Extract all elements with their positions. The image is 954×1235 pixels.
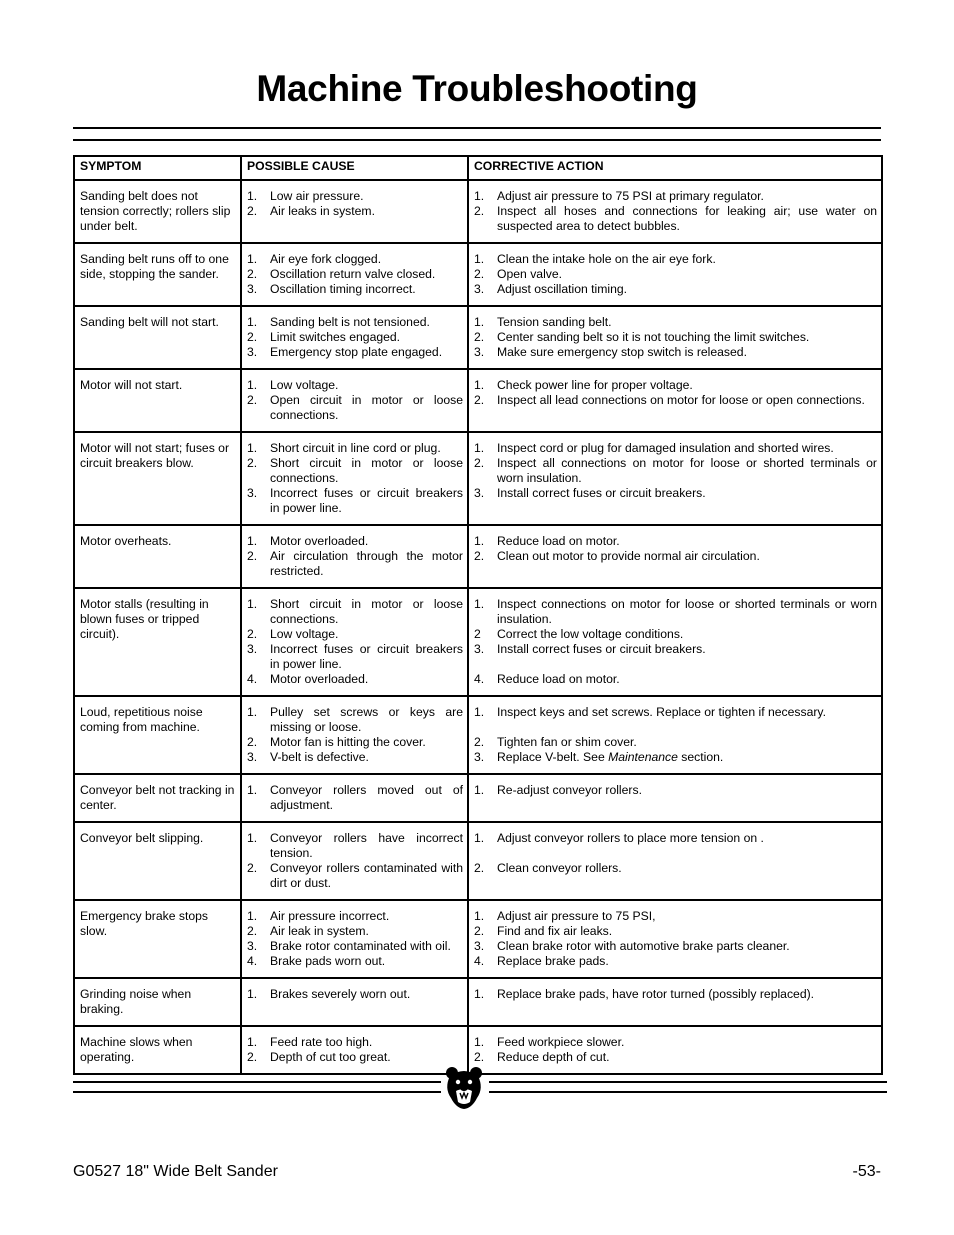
list-item-text: Oscillation return valve closed. [270, 267, 436, 281]
list-item [247, 642, 463, 672]
header-corrective-action: CORRECTIVE ACTION [468, 156, 882, 180]
table-header-row [74, 156, 882, 180]
list-item-text: Brake pads worn out. [270, 954, 386, 968]
list-item-text: Low air pressure. [270, 189, 364, 203]
corrective-action-cell [468, 822, 882, 900]
list-item-text: Incorrect fuses or circuit breakers in power line. [270, 642, 463, 671]
list-item-text: Inspect keys and set screws. Replace or tighten if necessary. [497, 705, 826, 719]
list-item [474, 534, 877, 549]
symptom-cell: Machine slows when operating. [74, 1026, 241, 1074]
list-item-number: 1. [247, 987, 258, 1001]
list-item [247, 954, 463, 969]
list-item-number: 1. [474, 441, 485, 455]
list-item-number: 2. [474, 735, 485, 749]
list-item [474, 549, 877, 564]
list-item-text: Correct the low voltage conditions. [497, 627, 684, 641]
corrective-action-cell [468, 774, 882, 822]
table-row [74, 525, 882, 588]
list-item-text: Reduce load on motor. [497, 672, 620, 686]
possible-cause-cell [241, 696, 468, 774]
symptom-cell: Sanding belt will not start. [74, 306, 241, 369]
list-item [474, 204, 877, 234]
list-item-text: Short circuit in line cord or plug. [270, 441, 441, 455]
table-row [74, 978, 882, 1026]
list-item [474, 315, 877, 330]
list-item-number: 2. [474, 456, 485, 470]
list-item [247, 861, 463, 891]
list-item [474, 1050, 877, 1065]
symptom-cell: Emergency brake stops slow. [74, 900, 241, 978]
list-item-number: 2. [247, 204, 258, 218]
list-item [247, 1035, 463, 1050]
list-item-number: 2. [247, 924, 258, 938]
table-row [74, 243, 882, 306]
list-item-text: Short circuit in motor or loose connections. [270, 456, 463, 485]
symptom-cell: Motor stalls (resulting in blown fuses or tripped circuit). [74, 588, 241, 696]
list-item [474, 924, 877, 939]
list-item-number: 3. [474, 642, 485, 656]
possible-cause-cell [241, 774, 468, 822]
list-item-text: Low voltage. [270, 378, 339, 392]
symptom-cell: Motor will not start. [74, 369, 241, 432]
list-item [247, 705, 463, 735]
list-item-text: Air eye fork clogged. [270, 252, 382, 266]
corrective-action-cell [468, 369, 882, 432]
list-item-number: 1. [474, 315, 485, 329]
list-item-number: 2. [474, 861, 485, 875]
list-item-text: Adjust air pressure to 75 PSI, [497, 909, 656, 923]
list-item [474, 378, 877, 393]
list-item [474, 750, 877, 765]
list-item-text: Oscillation timing incorrect. [270, 282, 416, 296]
list-item-text: Air leaks in system. [270, 204, 375, 218]
table-body [74, 180, 882, 1074]
table-row [74, 822, 882, 900]
possible-cause-cell [241, 588, 468, 696]
list-item-number: 1. [474, 534, 485, 548]
list-item-text: Brake rotor contaminated with oil. [270, 939, 451, 953]
list-item-number: 4. [247, 672, 258, 686]
list-item-number: 2. [474, 393, 485, 407]
list-item-number: 1. [247, 831, 258, 845]
list-item-text: Sanding belt is not tensioned. [270, 315, 430, 329]
list-item-number: 1. [474, 705, 485, 719]
footer-rule-right-bottom [489, 1091, 887, 1093]
list-item [247, 456, 463, 486]
list-item [474, 267, 877, 282]
list-item [247, 987, 463, 1002]
list-item [474, 189, 877, 204]
possible-cause-cell [241, 369, 468, 432]
list-item [474, 441, 877, 456]
list-item [247, 939, 463, 954]
table-row [74, 900, 882, 978]
symptom-cell: Sanding belt runs off to one side, stopping the sander. [74, 243, 241, 306]
list-item [474, 939, 877, 954]
list-item [247, 831, 463, 861]
list-item-number: 3. [247, 282, 258, 296]
symptom-cell: Loud, repetitious noise coming from machine. [74, 696, 241, 774]
list-item [474, 393, 877, 408]
footer-model: G0527 18" Wide Belt Sander [73, 1163, 278, 1180]
list-item [474, 345, 877, 360]
list-item-text: Air leak in system. [270, 924, 369, 938]
list-item-number: 1. [247, 597, 258, 611]
list-item-text: Clean out motor to provide normal air circulation. [497, 549, 760, 563]
list-item [474, 456, 877, 486]
list-item-number: 1. [247, 783, 258, 797]
list-item-number: 1. [474, 987, 485, 1001]
list-item [247, 345, 463, 360]
possible-cause-cell [241, 978, 468, 1026]
list-item [474, 627, 877, 642]
list-item [247, 783, 463, 813]
list-item-number: 2. [247, 393, 258, 407]
list-item-number: 2. [247, 330, 258, 344]
list-item-number: 2. [474, 204, 485, 218]
symptom-cell: Motor overheats. [74, 525, 241, 588]
possible-cause-cell [241, 822, 468, 900]
list-item [474, 597, 877, 627]
list-item-number: 1. [474, 189, 485, 203]
list-item-text: Feed rate too high. [270, 1035, 373, 1049]
list-item-text: Reduce depth of cut. [497, 1050, 610, 1064]
list-item-number: 2. [474, 1050, 485, 1064]
list-item-number: 2. [247, 735, 258, 749]
corrective-action-cell [468, 525, 882, 588]
list-item-number: 1. [474, 909, 485, 923]
table-row [74, 306, 882, 369]
list-item-text: Air pressure incorrect. [270, 909, 390, 923]
list-item [247, 924, 463, 939]
list-item [247, 393, 463, 423]
list-item-number: 3. [247, 750, 258, 764]
list-item-text: V-belt is defective. [270, 750, 369, 764]
list-item-text: Clean conveyor rollers. [497, 861, 622, 875]
corrective-action-cell [468, 588, 882, 696]
list-item-number: 1. [474, 252, 485, 266]
list-item-text: Inspect all connections on motor for loose or shorted terminals or worn insulation. [497, 456, 877, 485]
list-item [474, 486, 877, 501]
header-possible-cause: POSSIBLE CAUSE [241, 156, 468, 180]
list-spacer [474, 720, 877, 735]
list-item-number: 4. [474, 672, 485, 686]
footer-page-number: -53- [852, 1163, 881, 1180]
list-item-text: Emergency stop plate engaged. [270, 345, 443, 359]
list-item-number: 4. [474, 954, 485, 968]
list-item-text: Air circulation through the motor restricted. [270, 549, 463, 578]
list-item [474, 861, 877, 876]
list-item [247, 627, 463, 642]
symptom-cell: Sanding belt does not tension correctly; rollers slip under belt. [74, 180, 241, 243]
list-item-number: 3. [474, 282, 485, 296]
possible-cause-cell [241, 525, 468, 588]
list-item-text: Inspect all lead connections on motor for loose or open connections. [497, 393, 865, 407]
list-item-text: Reduce load on motor. [497, 534, 620, 548]
corrective-action-cell [468, 243, 882, 306]
list-item [474, 954, 877, 969]
list-item-text: Conveyor rollers moved out of adjustment. [270, 783, 463, 812]
list-item-text: Center sanding belt so it is not touching the limit switches. [497, 330, 810, 344]
list-item-number: 1. [247, 189, 258, 203]
possible-cause-cell [241, 180, 468, 243]
list-item-text: Re-adjust conveyor rollers. [497, 783, 642, 797]
list-item [247, 534, 463, 549]
list-item-text: Depth of cut too great. [270, 1050, 391, 1064]
list-item [247, 330, 463, 345]
list-item [474, 987, 877, 1002]
table-row [74, 774, 882, 822]
symptom-cell: Conveyor belt not tracking in center. [74, 774, 241, 822]
list-item-text: Motor overloaded. [270, 534, 369, 548]
footer-rule-left-top [73, 1081, 441, 1083]
corrective-action-cell [468, 432, 882, 525]
footer-rule-right-top [489, 1081, 887, 1083]
list-item-number: 2. [247, 627, 258, 641]
list-item [247, 1050, 463, 1065]
list-item-number: 2 [474, 627, 481, 641]
list-spacer [474, 846, 877, 861]
list-item-number: 2. [474, 549, 485, 563]
list-item-number: 2. [247, 456, 258, 470]
list-item-number: 3. [247, 345, 258, 359]
title-rule-top [73, 127, 881, 129]
list-item-number: 2. [247, 549, 258, 563]
list-item-text: Inspect all hoses and connections for leaking air; use water on suspected area to detect bubbles. [497, 204, 877, 233]
list-item [247, 282, 463, 297]
list-item [474, 909, 877, 924]
list-item [247, 750, 463, 765]
list-item-text: Check power line for proper voltage. [497, 378, 693, 392]
list-item-text: Conveyor rollers have incorrect tension. [270, 831, 463, 860]
list-item-text: Motor overloaded. [270, 672, 369, 686]
corrective-action-cell [468, 1026, 882, 1074]
list-item-text: Pulley set screws or keys are missing or loose. [270, 705, 463, 734]
list-item-number: 1. [247, 252, 258, 266]
list-item-text: Inspect cord or plug for damaged insulation and shorted wires. [497, 441, 834, 455]
list-item-number: 4. [247, 954, 258, 968]
list-item-text: Conveyor rollers contaminated with dirt or dust. [270, 861, 463, 890]
list-item-number: 3. [247, 939, 258, 953]
list-item-text: Open valve. [497, 267, 563, 281]
list-item-text: Limit switches engaged. [270, 330, 401, 344]
list-item [247, 909, 463, 924]
list-item-number: 1. [474, 783, 485, 797]
list-item-number: 1. [247, 909, 258, 923]
list-item-number: 3. [474, 939, 485, 953]
list-item [474, 282, 877, 297]
possible-cause-cell [241, 306, 468, 369]
list-item-text: Replace brake pads. [497, 954, 609, 968]
possible-cause-cell [241, 1026, 468, 1074]
list-item-number: 1. [474, 1035, 485, 1049]
list-item-number: 1. [474, 378, 485, 392]
list-item-text: Make sure emergency stop switch is released. [497, 345, 747, 359]
list-item-number: 1. [247, 534, 258, 548]
list-item-text: Adjust air pressure to 75 PSI at primary regulator. [497, 189, 764, 203]
list-item [474, 735, 877, 750]
table-row [74, 369, 882, 432]
list-item [247, 267, 463, 282]
list-item [247, 441, 463, 456]
list-item-number: 2. [247, 861, 258, 875]
list-item-text: Incorrect fuses or circuit breakers in power line. [270, 486, 463, 515]
list-item [247, 672, 463, 687]
list-item [474, 1035, 877, 1050]
symptom-cell: Grinding noise when braking. [74, 978, 241, 1026]
list-item-number: 1. [247, 315, 258, 329]
corrective-action-cell [468, 180, 882, 243]
list-item-text: Clean the intake hole on the air eye fork. [497, 252, 716, 266]
list-item-number: 1. [247, 378, 258, 392]
list-item-number: 2. [474, 267, 485, 281]
list-item-text: Find and fix air leaks. [497, 924, 613, 938]
symptom-cell: Motor will not start; fuses or circuit breakers blow. [74, 432, 241, 525]
list-item-text: Open circuit in motor or loose connections. [270, 393, 463, 422]
title-rule-bottom [73, 139, 881, 141]
list-item [247, 378, 463, 393]
list-item [474, 672, 877, 687]
list-item-text: Low voltage. [270, 627, 339, 641]
list-item-number: 3. [474, 345, 485, 359]
table-row [74, 432, 882, 525]
list-item-text: Install correct fuses or circuit breakers. [497, 486, 706, 500]
corrective-action-cell [468, 900, 882, 978]
list-item [474, 642, 877, 657]
possible-cause-cell [241, 432, 468, 525]
list-item-text: Inspect connections on motor for loose or shorted terminals or worn insulation. [497, 597, 877, 626]
list-item [474, 252, 877, 267]
list-item-number: 2. [247, 1050, 258, 1064]
list-item-text: Feed workpiece slower. [497, 1035, 625, 1049]
list-item [247, 252, 463, 267]
list-item-number: 1. [247, 441, 258, 455]
list-item-text: Tension sanding belt. [497, 315, 612, 329]
table-row [74, 180, 882, 243]
page-title: Machine Troubleshooting [256, 68, 698, 109]
list-item-text: Clean brake rotor with automotive brake parts cleaner. [497, 939, 790, 953]
list-item-text: Tighten fan or shim cover. [497, 735, 637, 749]
list-item-number: 1. [247, 1035, 258, 1049]
list-item-text: Install correct fuses or circuit breakers. [497, 642, 706, 656]
list-item-text: Motor fan is hitting the cover. [270, 735, 426, 749]
list-item [247, 189, 463, 204]
list-item [247, 315, 463, 330]
list-item [247, 597, 463, 627]
possible-cause-cell [241, 900, 468, 978]
list-item [247, 735, 463, 750]
symptom-cell: Conveyor belt slipping. [74, 822, 241, 900]
troubleshooting-table [73, 155, 883, 1075]
bear-head-icon [444, 1064, 484, 1110]
table-row [74, 696, 882, 774]
list-item-number: 2. [474, 924, 485, 938]
list-item-number: 1. [474, 831, 485, 845]
list-item [247, 549, 463, 579]
list-item [247, 486, 463, 516]
table-row [74, 588, 882, 696]
footer-rule-left-bottom [73, 1091, 441, 1093]
list-item-number: 2. [474, 330, 485, 344]
list-item-number: 2. [247, 267, 258, 281]
list-item-number: 3. [474, 486, 485, 500]
list-item-text: Adjust conveyor rollers to place more tension on . [497, 831, 764, 845]
corrective-action-cell [468, 696, 882, 774]
list-item-number: 1. [474, 597, 485, 611]
list-item-number: 3. [247, 486, 258, 500]
list-spacer [474, 657, 877, 672]
header-symptom: SYMPTOM [74, 156, 241, 180]
list-item-number: 3. [247, 642, 258, 656]
corrective-action-cell [468, 306, 882, 369]
corrective-action-cell [468, 978, 882, 1026]
list-item [474, 705, 877, 720]
list-item-number: 3. [474, 750, 485, 764]
list-item-text: Brakes severely worn out. [270, 987, 411, 1001]
list-item [474, 831, 877, 846]
list-item [474, 783, 877, 798]
list-item-text: Adjust oscillation timing. [497, 282, 628, 296]
list-item-text: Replace V-belt. See Maintenance section. [497, 750, 724, 764]
list-item-text: Short circuit in motor or loose connections. [270, 597, 463, 626]
list-item [247, 204, 463, 219]
list-item [474, 330, 877, 345]
possible-cause-cell [241, 243, 468, 306]
list-item-number: 1. [247, 705, 258, 719]
list-item-text: Replace brake pads, have rotor turned (possibly replaced). [497, 987, 815, 1001]
